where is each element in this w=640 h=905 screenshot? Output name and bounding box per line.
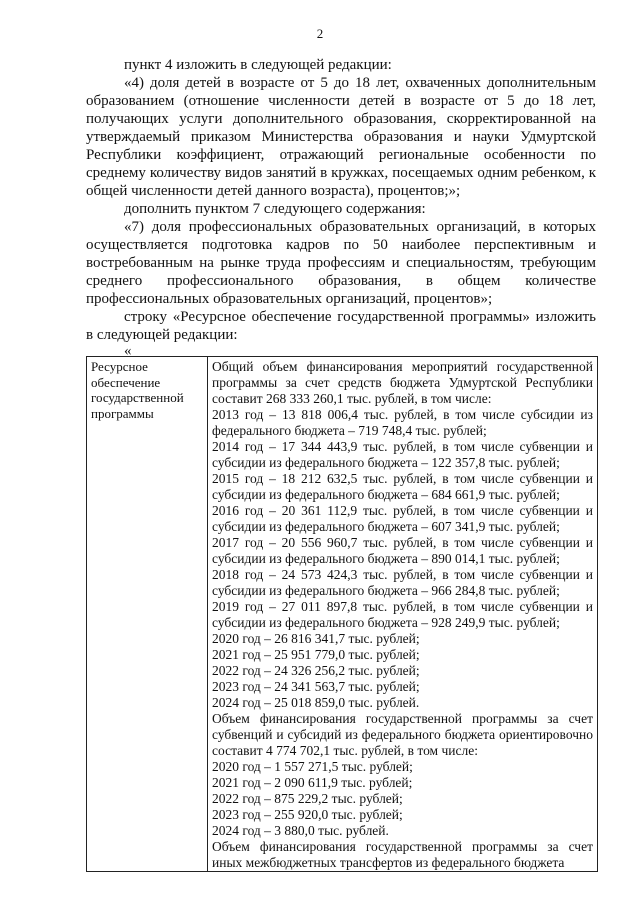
- table-left-label: Ресурсное обеспечение государственной программы: [87, 357, 208, 872]
- table-line: 2019 год – 27 011 897,8 тыс. рублей, в том числе субвенции и субсидии из федерального бюджета – 928 249,9 тыс. рублей;: [212, 599, 593, 630]
- table-line: 2022 год – 24 326 256,2 тыс. рублей;: [212, 663, 420, 678]
- table-line: 2021 год – 25 951 779,0 тыс. рублей;: [212, 647, 420, 662]
- table-right-content: [208, 357, 598, 872]
- table-line: 2014 год – 17 344 443,9 тыс. рублей, в том числе субвенции и субсидии из федерального бюджета – 122 357,8 тыс. рублей;: [212, 439, 593, 470]
- table-row: [87, 357, 598, 872]
- table-line: 2017 год – 20 556 960,7 тыс. рублей, в том числе субвенции и субсидии из федерального бюджета – 890 014,1 тыс. рублей;: [212, 535, 593, 566]
- table-line: 2023 год – 255 920,0 тыс. рублей;: [212, 807, 403, 822]
- table-line: Объем финансирования государственной программы за счет иных межбюджетных трансфертов из федерального бюджета: [212, 839, 593, 870]
- table-line: 2021 год – 2 090 611,9 тыс. рублей;: [212, 775, 413, 790]
- paragraph-3: дополнить пунктом 7 следующего содержания:: [124, 201, 426, 217]
- table-line: 2020 год – 26 816 341,7 тыс. рублей;: [212, 631, 420, 646]
- table-line: 2016 год – 20 361 112,9 тыс. рублей, в том числе субвенции и субсидии из федерального бюджета – 607 341,9 тыс. рублей;: [212, 503, 593, 534]
- paragraph-4: «7) доля профессиональных образовательных организаций, в которых осуществляется подготовка кадров по 50 наиболее перспективным и востребованным на рынке труда профессиям и специальностям, требующим среднего профессионального образования, в общем количестве профессиональных образовательных организаций, процентов»;: [86, 219, 596, 307]
- document-body: [86, 56, 596, 344]
- table-line: 2020 год – 1 557 271,5 тыс. рублей;: [212, 759, 413, 774]
- paragraph-1: пункт 4 изложить в следующей редакции:: [124, 57, 392, 73]
- table-line: 2018 год – 24 573 424,3 тыс. рублей, в том числе субвенции и субсидии из федерального бюджета – 966 284,8 тыс. рублей;: [212, 567, 593, 598]
- table-line: Общий объем финансирования мероприятий государственной программы за счет средств бюджета Удмуртской Республики составит 268 333 260,1 тыс. рублей, в том числе:: [212, 359, 593, 406]
- opening-quote: «: [124, 343, 132, 359]
- paragraph-2: «4) доля детей в возрасте от 5 до 18 лет, охваченных дополнительным образованием (отношение численности детей в возрасте от 5 до 18 лет, получающих услуги дополнительного образования, скорректированной на утверждаемый приказом Министерства образования и науки Удмуртской Республики коэффициент, отражающий региональные особенности по среднему количеству видов занятий в кружках, посещаемых одним ребенком, к общей численности детей данного возраста), процентов;»;: [86, 75, 596, 199]
- resource-table: [86, 356, 598, 872]
- table-line: 2015 год – 18 212 632,5 тыс. рублей, в том числе субвенции и субсидии из федерального бюджета – 684 661,9 тыс. рублей;: [212, 471, 593, 502]
- page-number: 2: [316, 26, 324, 41]
- table-line: 2024 год – 3 880,0 тыс. рублей.: [212, 823, 389, 838]
- table-line: 2013 год – 13 818 006,4 тыс. рублей, в том числе субсидии из федерального бюджета – 719 748,4 тыс. рублей;: [212, 407, 593, 438]
- paragraph-5: строку «Ресурсное обеспечение государственной программы» изложить в следующей редакции:: [86, 309, 596, 343]
- table-line: 2022 год – 875 229,2 тыс. рублей;: [212, 791, 403, 806]
- table-line: 2024 год – 25 018 859,0 тыс. рублей.: [212, 695, 420, 710]
- table-line: 2023 год – 24 341 563,7 тыс. рублей;: [212, 679, 420, 694]
- table-line: Объем финансирования государственной программы за счет субвенций и субсидий из федерального бюджета ориентировочно составит 4 774 702,1 тыс. рублей, в том числе:: [212, 711, 593, 758]
